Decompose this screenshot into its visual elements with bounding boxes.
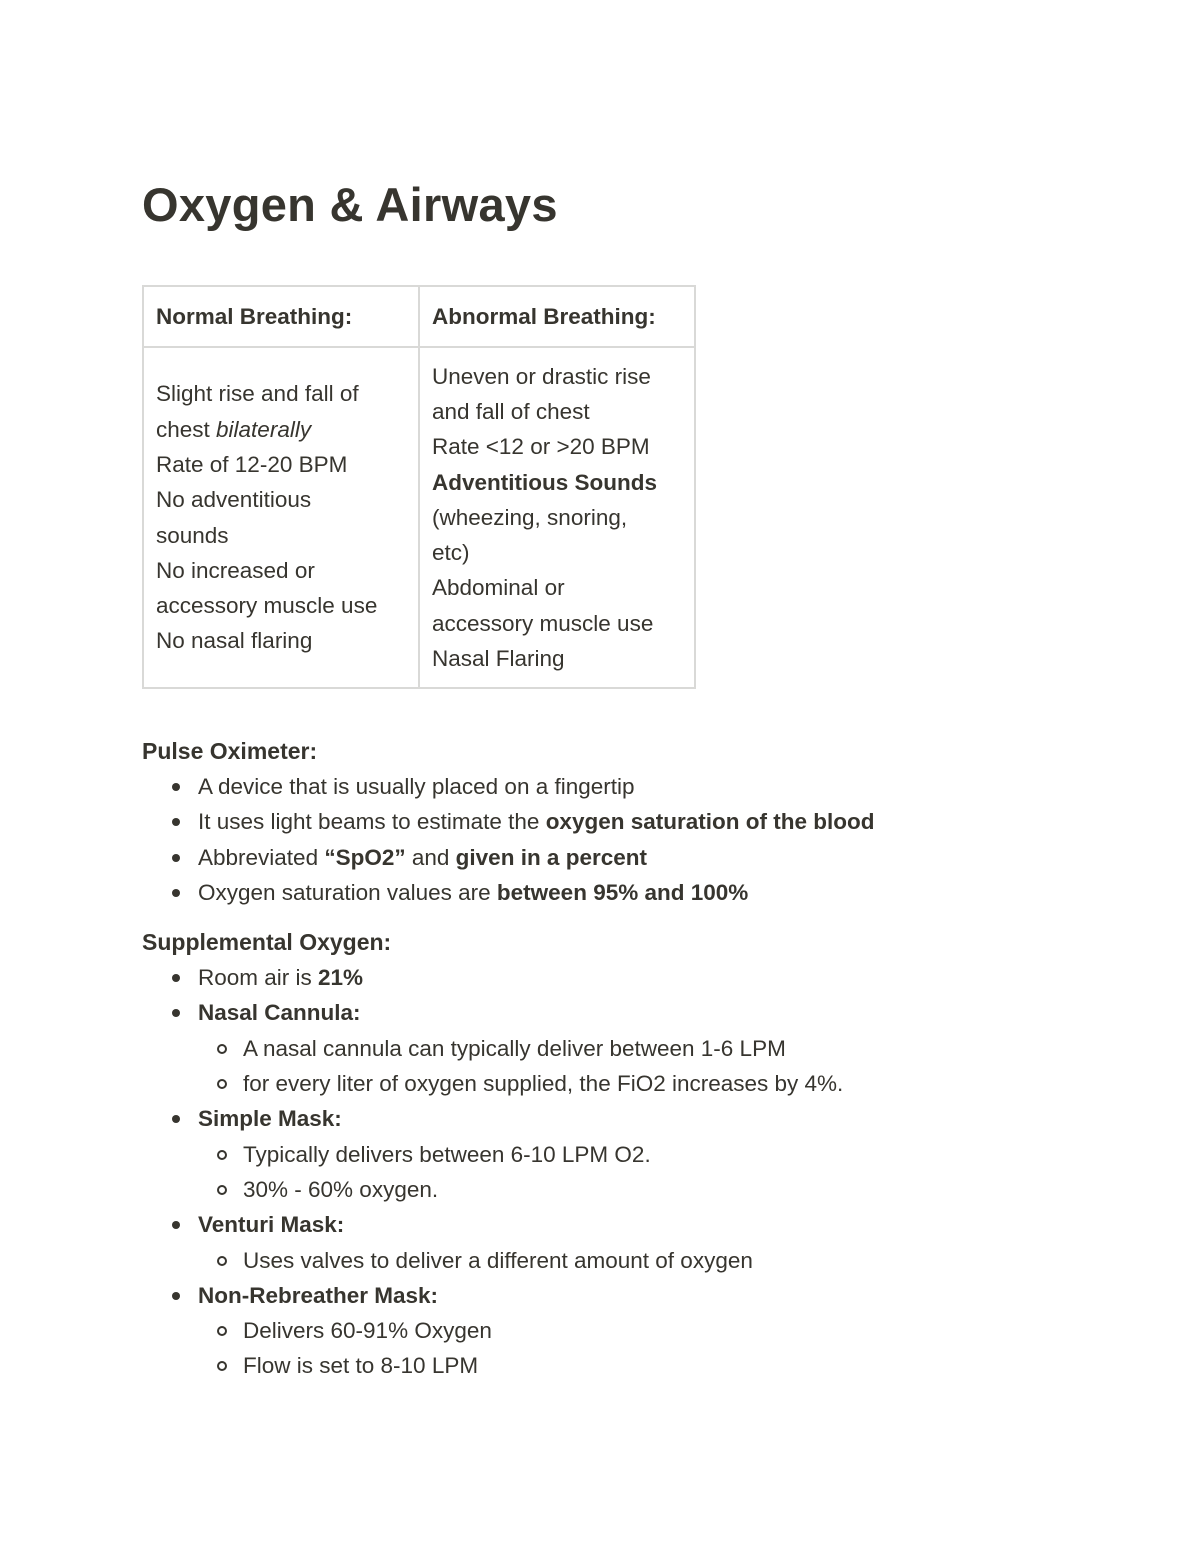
- breathing-table: [142, 285, 696, 689]
- cell-text: accessory muscle use: [432, 610, 654, 636]
- non-rebreather-sublist: [198, 1313, 1122, 1384]
- pulse-oximeter-heading: Pulse Oximeter:: [142, 738, 318, 764]
- nasal-cannula-label: Nasal Cannula:: [198, 1000, 361, 1026]
- page-title: Oxygen & Airways: [142, 178, 558, 231]
- list-item-text: Abbreviated: [198, 844, 325, 870]
- cell-text: Uneven or drastic rise: [432, 363, 651, 389]
- sub-list-item: for every liter of oxygen supplied, the FiO2 increases by 4%.: [243, 1066, 1122, 1101]
- cell-text: Abdominal or: [432, 575, 565, 601]
- venturi-mask-label: Venturi Mask:: [198, 1212, 345, 1238]
- bold-emphasis: oxygen saturation of the blood: [545, 809, 875, 835]
- non-rebreather-mask-label: Non-Rebreather Mask:: [198, 1282, 439, 1308]
- list-item: [198, 875, 1122, 910]
- supplemental-oxygen-list: [142, 960, 1122, 1384]
- venturi-mask-sublist: [198, 1243, 1122, 1278]
- sub-list-item: Flow is set to 8-10 LPM: [243, 1348, 1122, 1383]
- cell-text: Nasal Flaring: [432, 646, 565, 672]
- sub-list-item: Uses valves to deliver a different amount of oxygen: [243, 1243, 1122, 1278]
- list-item: [198, 769, 1122, 804]
- table-row: [143, 347, 695, 688]
- list-item-nasal-cannula: [198, 995, 1122, 1101]
- list-item-text: Oxygen saturation values are: [198, 879, 497, 905]
- cell-text: No adventitious: [156, 487, 312, 513]
- bold-emphasis: 21%: [318, 965, 364, 991]
- list-item-text: Room air is: [198, 965, 319, 991]
- supplemental-oxygen-heading: Supplemental Oxygen:: [142, 929, 392, 956]
- cell-text: accessory muscle use: [156, 593, 378, 619]
- cell-text: (wheezing, snoring,: [432, 504, 628, 530]
- table-header-row: [143, 286, 695, 347]
- simple-mask-sublist: [198, 1137, 1122, 1208]
- cell-text: Rate of 12-20 BPM: [156, 451, 348, 477]
- bold-emphasis: between 95% and 100%: [496, 879, 749, 905]
- italic-emphasis: bilaterally: [216, 416, 312, 442]
- sub-list-item: Delivers 60-91% Oxygen: [243, 1313, 1122, 1348]
- bold-emphasis: “SpO2”: [324, 844, 406, 870]
- list-item-text: A device that is usually placed on a fingertip: [198, 774, 635, 799]
- nasal-cannula-sublist: [198, 1031, 1122, 1102]
- sub-list-item: 30% - 60% oxygen.: [243, 1172, 1122, 1207]
- cell-text: No increased or: [156, 557, 315, 583]
- bold-emphasis: given in a percent: [455, 844, 647, 870]
- list-item-text: It uses light beams to estimate the: [198, 809, 546, 835]
- list-item-venturi-mask: [198, 1207, 1122, 1278]
- header-normal-breathing: Normal Breathing:: [143, 286, 419, 347]
- cell-text: Rate <12 or >20 BPM: [432, 434, 650, 460]
- list-item-non-rebreather-mask: [198, 1278, 1122, 1384]
- notes-sections: [142, 733, 1122, 1384]
- simple-mask-label: Simple Mask:: [198, 1106, 342, 1132]
- sub-list-item: A nasal cannula can typically deliver between 1-6 LPM: [243, 1031, 1122, 1066]
- list-item: [198, 960, 1122, 995]
- cell-text: sounds: [156, 522, 229, 548]
- list-item-simple-mask: [198, 1101, 1122, 1207]
- cell-text-fragment: chest: [156, 416, 217, 442]
- list-item-text: and: [405, 844, 456, 870]
- abnormal-breathing-cell: [419, 347, 695, 688]
- header-abnormal-breathing: Abnormal Breathing:: [419, 286, 695, 347]
- bold-emphasis: Adventitious Sounds: [432, 469, 657, 495]
- cell-text: and fall of chest: [432, 398, 590, 424]
- cell-text: [156, 412, 406, 447]
- cell-text: No nasal flaring: [156, 628, 313, 654]
- list-item: [198, 804, 1122, 839]
- sub-list-item: Typically delivers between 6-10 LPM O2.: [243, 1137, 1122, 1172]
- cell-text: Slight rise and fall of: [156, 381, 359, 407]
- pulse-oximeter-list: [142, 769, 1122, 910]
- cell-text: etc): [432, 540, 470, 566]
- list-item: [198, 840, 1122, 875]
- normal-breathing-cell: [143, 347, 419, 688]
